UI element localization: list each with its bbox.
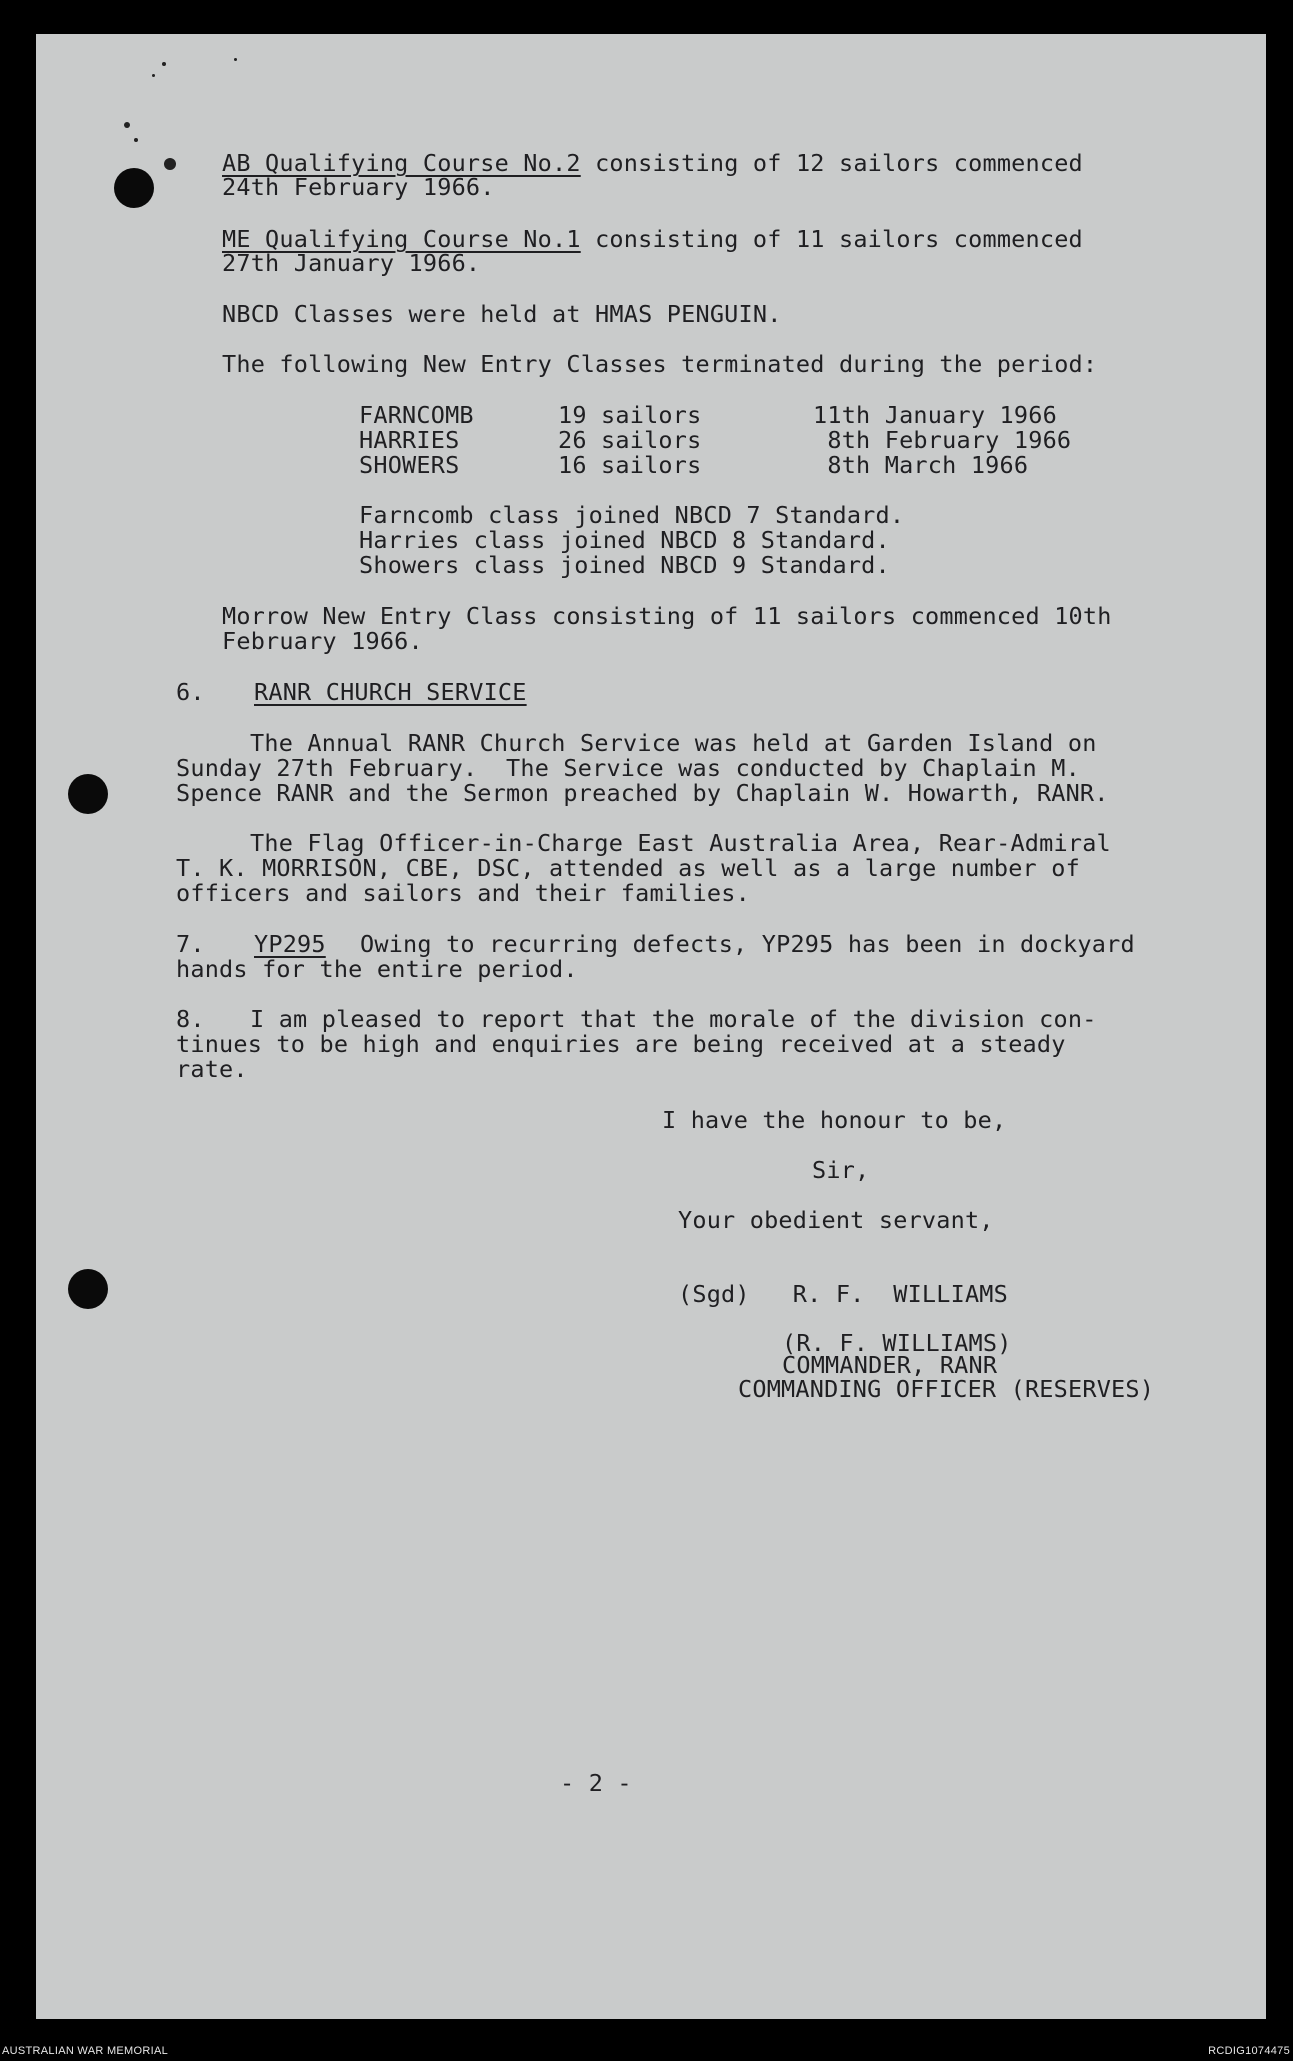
- class-sailors: 26 sailors: [558, 426, 702, 454]
- morrow-line-1: Morrow New Entry Class consisting of 11 sailors commenced 10th: [222, 602, 1112, 630]
- section-7-heading: YP295: [254, 930, 326, 958]
- ink-speck: [164, 158, 176, 170]
- ab-course-line-2: 24th February 1966.: [222, 173, 495, 201]
- closing-sir: Sir,: [812, 1156, 870, 1184]
- section-8-line-1: I am pleased to report that the morale of the division con-: [250, 1005, 1097, 1033]
- joined-line: Farncomb class joined NBCD 7 Standard.: [359, 501, 905, 529]
- joined-line: Showers class joined NBCD 9 Standard.: [359, 551, 890, 579]
- document-page: [36, 34, 1266, 2019]
- class-name: SHOWERS: [359, 451, 460, 479]
- me-course-line-2: 27th January 1966.: [222, 249, 481, 277]
- ink-speck: [152, 74, 155, 77]
- joined-line: Harries class joined NBCD 8 Standard.: [359, 526, 890, 554]
- section-7-line-2: hands for the entire period.: [176, 955, 578, 983]
- church-para-1-line: The Annual RANR Church Service was held at Garden Island on: [250, 729, 1097, 757]
- footer-record-id: RCDIG1074475: [1208, 2045, 1290, 2057]
- me-course-title: ME Qualifying Course No.1: [222, 225, 581, 253]
- ab-course-rest: consisting of 12 sailors commenced: [580, 149, 1083, 177]
- terminated-intro: The following New Entry Classes terminated during the period:: [222, 350, 1098, 378]
- section-8-line-3: rate.: [176, 1055, 248, 1083]
- church-para-2-line: T. K. MORRISON, CBE, DSC, attended as well as a large number of: [176, 854, 1080, 882]
- signatory-name: (R. F. WILLIAMS): [782, 1329, 1012, 1357]
- section-8-line-2: tinues to be high and enquiries are being received at a steady: [176, 1030, 1066, 1058]
- footer-archive-label: AUSTRALIAN WAR MEMORIAL: [2, 2045, 169, 2057]
- section-6-heading: RANR CHURCH SERVICE: [254, 678, 527, 706]
- church-para-2-line: The Flag Officer-in-Charge East Australia Area, Rear-Admiral: [250, 829, 1111, 857]
- church-para-1-line: Sunday 27th February. The Service was conducted by Chaplain M.: [176, 754, 1080, 782]
- class-name: FARNCOMB: [359, 401, 474, 429]
- ab-course-line-1: [222, 149, 1083, 177]
- page-number: - 2 -: [560, 1769, 632, 1797]
- section-7-number: 7.: [176, 930, 205, 958]
- class-date: 8th March 1966: [813, 451, 1029, 479]
- class-sailors: 16 sailors: [558, 451, 702, 479]
- section-7-line-1: Owing to recurring defects, YP295 has been in dockyard: [360, 930, 1135, 958]
- ink-speck: [234, 58, 237, 61]
- signatory-rank: COMMANDER, RANR: [782, 1351, 998, 1379]
- church-para-2-line: officers and sailors and their families.: [176, 879, 750, 907]
- punch-hole-middle: [68, 774, 108, 814]
- church-para-1-line: Spence RANR and the Sermon preached by Chaplain W. Howarth, RANR.: [176, 779, 1109, 807]
- section-6-number: 6.: [176, 678, 205, 706]
- punch-hole-bottom: [68, 1269, 108, 1309]
- class-date: 8th February 1966: [813, 426, 1072, 454]
- ink-speck: [134, 138, 138, 142]
- signature-line: (Sgd) R. F. WILLIAMS: [678, 1280, 1009, 1308]
- section-8-number: 8.: [176, 1005, 205, 1033]
- class-name: HARRIES: [359, 426, 460, 454]
- me-course-line-1: [222, 225, 1083, 253]
- ink-speck: [124, 122, 130, 128]
- punch-hole-top: [114, 168, 154, 208]
- closing-honour: I have the honour to be,: [662, 1106, 1007, 1134]
- closing-servant: Your obedient servant,: [678, 1206, 994, 1234]
- me-course-rest: consisting of 11 sailors commenced: [580, 225, 1083, 253]
- ink-speck: [162, 62, 166, 66]
- class-date: 11th January 1966: [813, 401, 1057, 429]
- nbcd-classes-line: NBCD Classes were held at HMAS PENGUIN.: [222, 300, 782, 328]
- signatory-position: COMMANDING OFFICER (RESERVES): [738, 1375, 1155, 1403]
- morrow-line-2: February 1966.: [222, 627, 423, 655]
- class-sailors: 19 sailors: [558, 401, 702, 429]
- ab-course-title: AB Qualifying Course No.2: [222, 149, 581, 177]
